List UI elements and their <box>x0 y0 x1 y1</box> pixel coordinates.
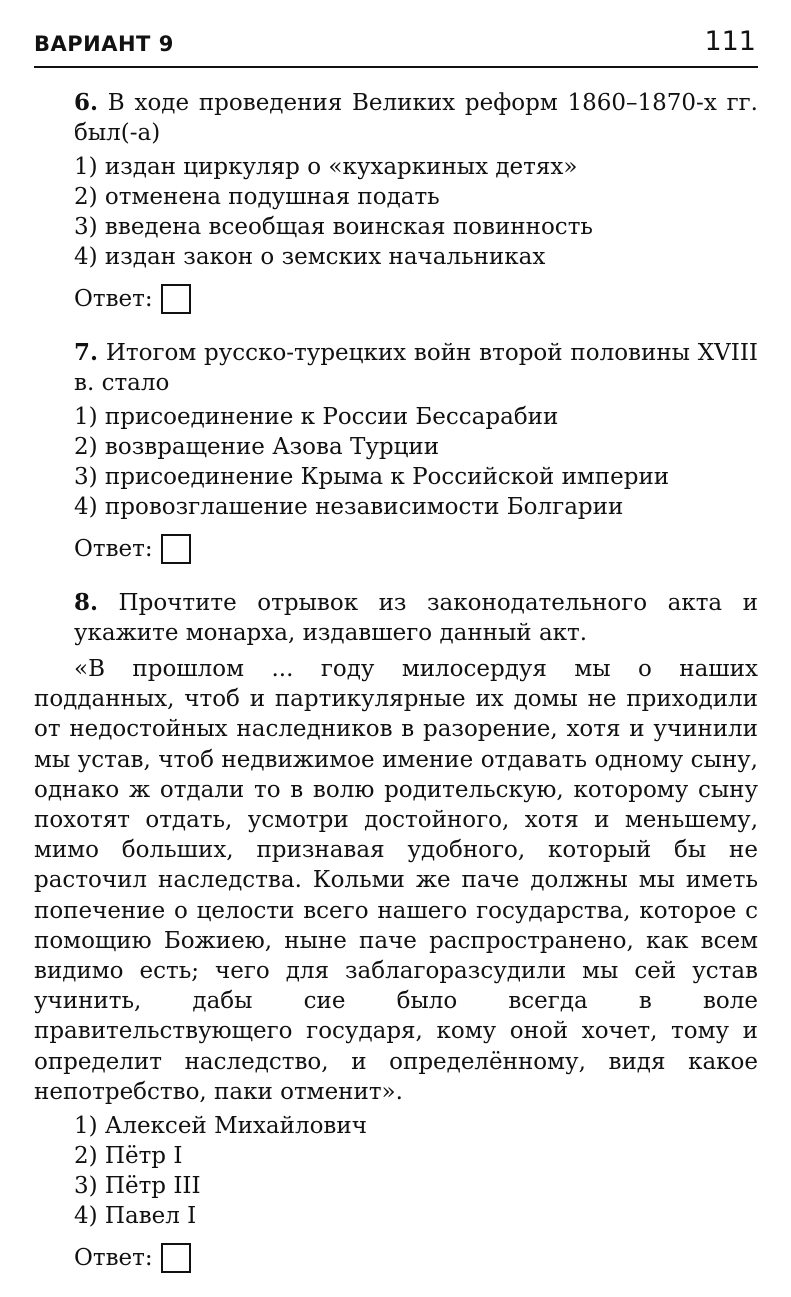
page-header <box>34 26 758 68</box>
page-content <box>34 88 758 1297</box>
answer-label: Ответ: <box>74 536 153 562</box>
option-list-item[interactable]: 3) введена всеобщая воинская повинность <box>74 214 593 240</box>
question-8-prompt: Прочтите отрывок из законодательного акта и укажите монарха, издавшего данный акт. <box>74 590 758 646</box>
question-6-answer <box>34 282 758 316</box>
question-8 <box>34 588 758 1275</box>
question-7-number: 7. <box>74 339 99 366</box>
question-7-options <box>34 402 758 522</box>
option-list-item[interactable]: 2) возвращение Азова Турции <box>74 434 440 460</box>
page-number: 111 <box>704 26 756 57</box>
question-8-answer <box>34 1241 758 1275</box>
question-6-options <box>34 152 758 272</box>
option-list-item[interactable]: 1) издан циркуляр о «кухаркиных детях» <box>74 154 578 180</box>
option-list-item[interactable]: 4) провозглашение независимости Болгарии <box>74 494 624 520</box>
option-list-item[interactable]: 3) Пётр III <box>74 1173 201 1200</box>
variant-title: ВАРИАНТ 9 <box>34 32 174 56</box>
question-7 <box>34 338 758 566</box>
option-list-item[interactable]: 4) Павел I <box>74 1203 197 1230</box>
answer-label: Ответ: <box>74 1245 153 1272</box>
question-8-options <box>34 1111 758 1231</box>
answer-box[interactable] <box>161 284 191 314</box>
question-6-text <box>34 88 758 148</box>
question-8-number: 8. <box>74 589 99 616</box>
question-6-number: 6. <box>74 89 99 116</box>
answer-box[interactable] <box>161 534 191 564</box>
question-6 <box>34 88 758 316</box>
question-6-prompt: В ходе проведения Великих реформ 1860–1870-х гг. был(-а) <box>74 90 758 146</box>
option-list-item[interactable]: 3) присоединение Крыма к Российской империи <box>74 464 670 490</box>
option-list-item[interactable]: 1) присоединение к России Бессарабии <box>74 404 559 430</box>
option-list-item[interactable]: 4) издан закон о земских начальниках <box>74 244 546 270</box>
answer-box[interactable] <box>161 1243 191 1273</box>
question-7-text <box>34 338 758 398</box>
option-list-item[interactable]: 2) отменена подушная подать <box>74 184 440 210</box>
option-list-item[interactable]: 2) Пётр I <box>74 1143 183 1170</box>
question-7-answer <box>34 532 758 566</box>
option-list-item[interactable]: 1) Алексей Михайлович <box>74 1113 367 1140</box>
legal-act-excerpt: «В прошлом ... году милосердуя мы о наших подданных, чтоб и партикулярные их домы не приходили от недостойных наследников в разорение, хотя и учинили мы устав, чтоб недвижимое имение отдавать одному сыну, однако ж отдали то в волю родительскую, которому сыну похотят отдать, усмотри достойного, хотя и меньшему, мимо больших, признавая удобного, который бы не расточил наследства. Кольми же паче должны мы иметь попечение о целости всего нашего государства, которое с помощию Божиею, ныне паче распространено, как всем видимо есть; чего для заблагоразсудили мы сей устав учинить, дабы сие было всегда в воле правительствующего государя, кому оной хочет, тому и определит наследство, и определённому, видя какое непотребство, паки отменит». <box>34 656 758 1105</box>
question-8-text <box>34 588 758 648</box>
answer-label: Ответ: <box>74 286 153 312</box>
question-7-prompt: Итогом русско-турецких войн второй половины XVIII в. стало <box>74 340 758 396</box>
